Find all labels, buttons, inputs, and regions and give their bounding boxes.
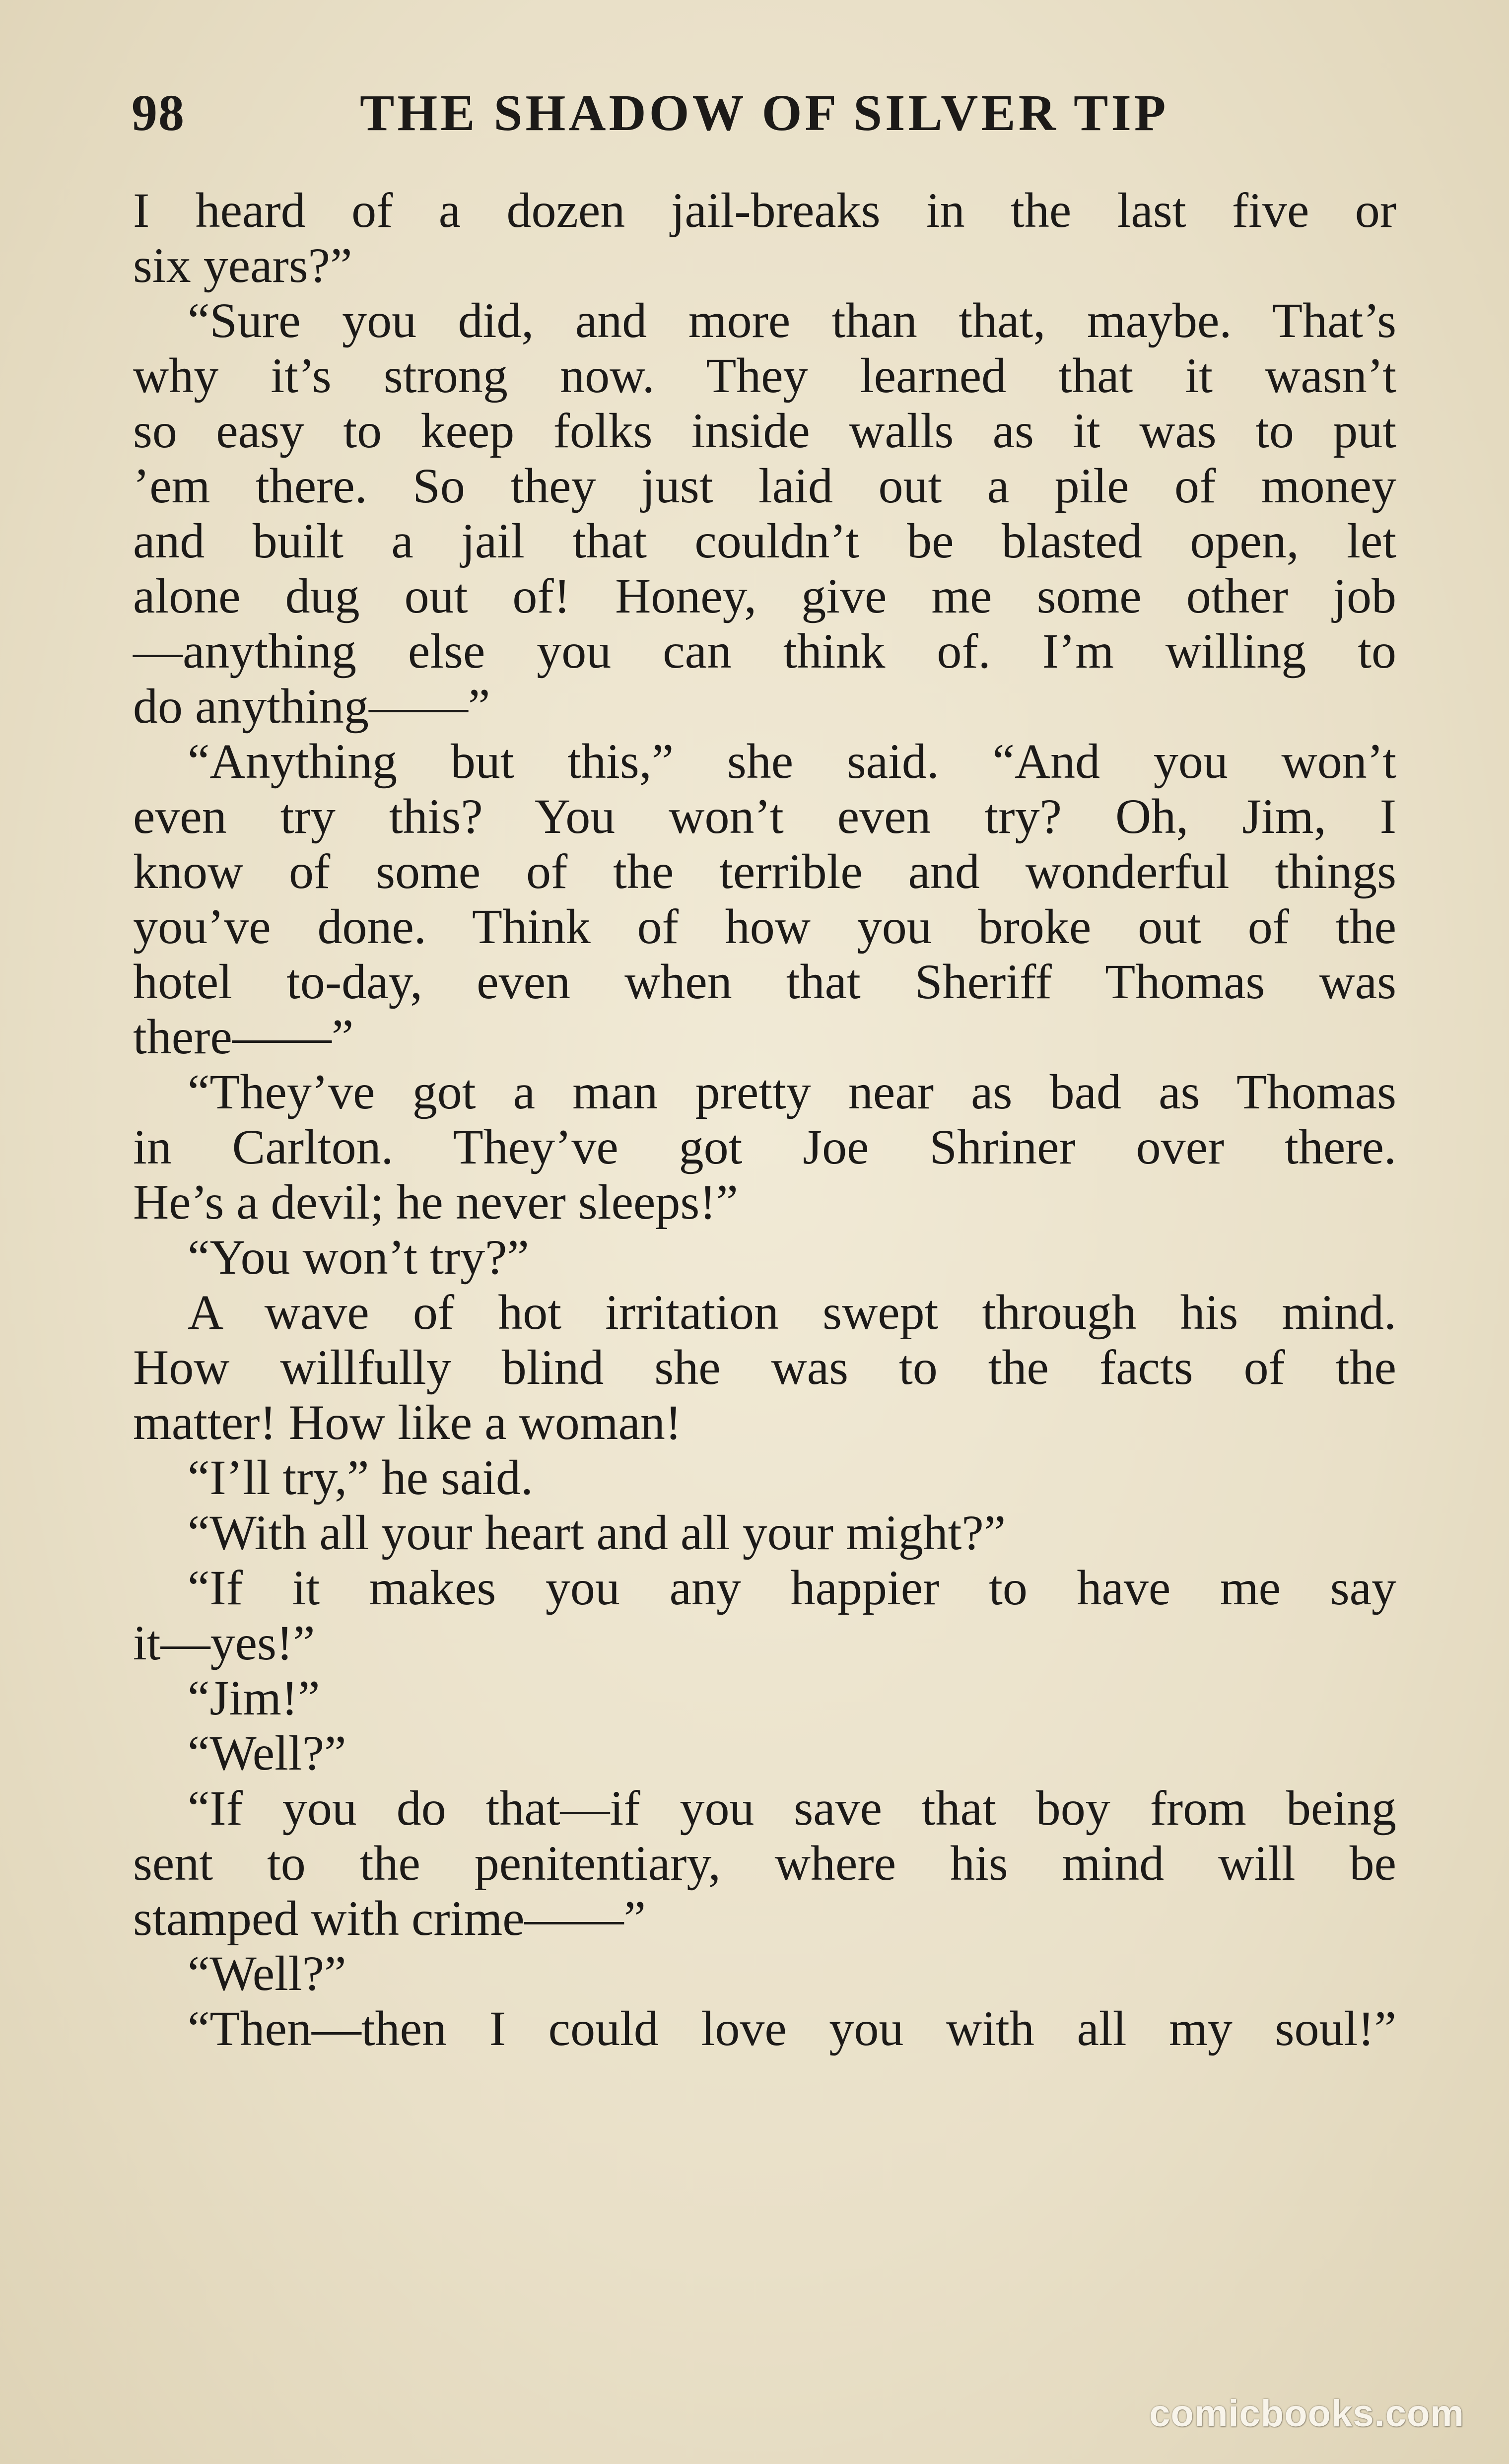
text-line: “Then—then I could love you with all my soul!”: [188, 2001, 1396, 2056]
text-line: “Anything but this,” she said. “And you won’t: [188, 734, 1396, 789]
text-line: it—yes!”: [133, 1615, 315, 1670]
text-line: A wave of hot irritation swept through his mind.: [188, 1285, 1396, 1340]
text-line: How willfully blind she was to the facts of the: [133, 1340, 1396, 1395]
text-line: why it’s strong now. They learned that it wasn’t: [133, 348, 1396, 403]
text-line: six years?”: [133, 238, 352, 293]
text-line: hotel to-day, even when that Sheriff Thomas was: [133, 954, 1396, 1009]
text-line: “With all your heart and all your might?”: [188, 1505, 1006, 1560]
text-line: and built a jail that couldn’t be blasted open, let: [133, 513, 1396, 568]
text-line: “Jim!”: [188, 1670, 320, 1725]
text-line: do anything——”: [133, 679, 490, 734]
text-line: “If you do that—if you save that boy from being: [188, 1780, 1396, 1836]
text-line: —anything else you can think of. I’m willing to: [133, 623, 1396, 679]
text-line: sent to the penitentiary, where his mind will be: [133, 1836, 1396, 1891]
text-line: “Well?”: [188, 1946, 346, 2001]
watermark: comicbooks.com: [1149, 2393, 1464, 2435]
text-line: know of some of the terrible and wonderful things: [133, 844, 1396, 899]
text-line: He’s a devil; he never sleeps!”: [133, 1174, 738, 1230]
text-line: in Carlton. They’ve got Joe Shriner over there.: [133, 1119, 1396, 1174]
text-line: I heard of a dozen jail-breaks in the last five or: [133, 183, 1396, 238]
text-line: “Well?”: [188, 1725, 346, 1780]
text-line: so easy to keep folks inside walls as it was to put: [133, 403, 1396, 458]
text-line: there——”: [133, 1009, 354, 1064]
page-body-text: [133, 183, 1396, 2056]
text-line: you’ve done. Think of how you broke out of the: [133, 899, 1396, 954]
text-line: “If it makes you any happier to have me say: [188, 1560, 1396, 1615]
text-line: alone dug out of! Honey, give me some other job: [133, 568, 1396, 623]
running-title: THE SHADOW OF SILVER TIP: [360, 84, 1169, 141]
page-number: 98: [132, 84, 185, 141]
text-line: matter! How like a woman!: [133, 1395, 682, 1450]
text-line: “I’ll try,” he said.: [188, 1450, 533, 1505]
text-line: “Sure you did, and more than that, maybe. That’s: [188, 293, 1396, 348]
text-line: even try this? You won’t even try? Oh, Jim, I: [133, 789, 1396, 844]
page-header: [132, 74, 1395, 154]
text-line: “You won’t try?”: [188, 1230, 529, 1285]
text-line: ’em there. So they just laid out a pile of money: [133, 458, 1396, 513]
text-line: “They’ve got a man pretty near as bad as Thomas: [188, 1064, 1396, 1119]
text-line: stamped with crime——”: [133, 1891, 646, 1946]
